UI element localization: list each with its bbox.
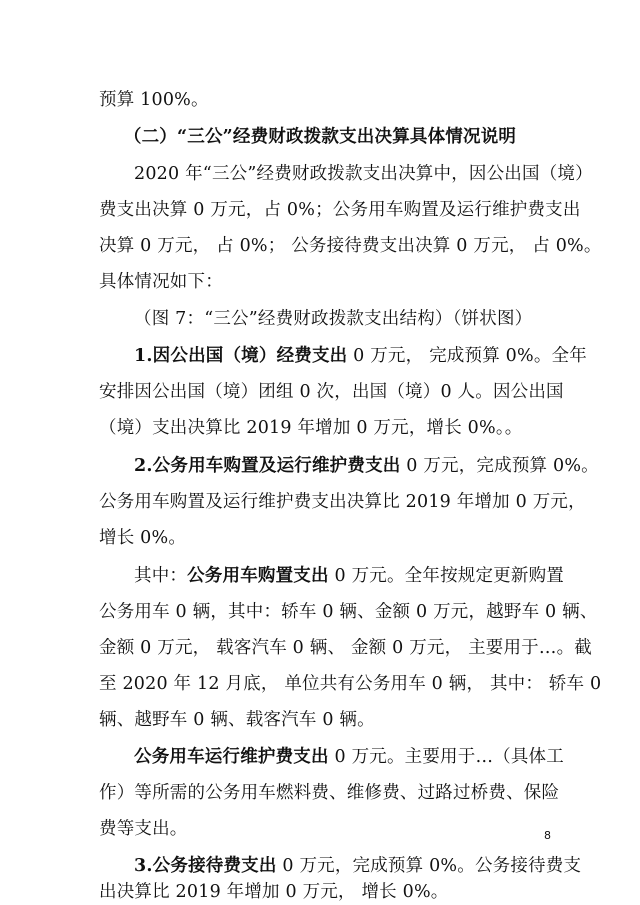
- item-text: 0 万元， 完成预算 0%。全年: [347, 346, 587, 366]
- paragraph-line: （境）支出决算比 2019 年增加 0 万元，增长 0%。。: [99, 418, 523, 438]
- paragraph-line: 公务用车 0 辆，其中：轿车 0 辆、金额 0 万元，越野车 0 辆、: [99, 602, 598, 622]
- paragraph-line: 决算 0 万元， 占 0%； 公务接待费支出决算 0 万元， 占 0%。: [99, 236, 602, 256]
- figure-caption: （图 7：“三公”经费财政拨款支出结构）（饼状图）: [134, 309, 533, 329]
- item-text: 0 万元，完成预算 0%。: [400, 456, 599, 476]
- paragraph-line: [134, 746, 564, 768]
- paragraph-line: 出决算比 2019 年增加 0 万元， 增长 0%。: [99, 882, 449, 902]
- paragraph-line: 费等支出。: [99, 819, 188, 839]
- paragraph-line: 安排因公出国（境）团组 0 次，出国（境）0 人。因公出国: [99, 382, 564, 402]
- item-heading: 公务用车购置支出: [187, 566, 329, 586]
- item-text: 0 万元。全年按规定更新购置: [328, 566, 564, 586]
- paragraph-line: 预算 100%。: [99, 90, 209, 110]
- paragraph-line: 金额 0 万元， 载客汽车 0 辆、 金额 0 万元， 主要用于…。截: [99, 638, 592, 658]
- item-heading: 2.公务用车购置及运行维护费支出: [134, 456, 401, 476]
- item-heading: 公务用车运行维护费支出: [134, 747, 329, 767]
- paragraph-line: 费支出决算 0 万元，占 0%；公务用车购置及运行维护费支出: [99, 200, 581, 220]
- paragraph-line: [134, 565, 564, 587]
- item-heading: 3.公务接待费支出: [134, 856, 277, 876]
- item-prefix: 其中：: [134, 566, 188, 586]
- paragraph-line: [134, 855, 582, 877]
- paragraph-line: 作）等所需的公务用车燃料费、维修费、过路过桥费、保险: [99, 783, 560, 803]
- paragraph-line: [134, 455, 599, 477]
- item-text: 0 万元，完成预算 0%。公务接待费支: [276, 856, 582, 876]
- section-heading: （二）“三公”经费财政拨款支出决算具体情况说明: [123, 127, 517, 147]
- paragraph-line: [134, 345, 587, 367]
- paragraph-line: 具体情况如下：: [99, 272, 223, 292]
- paragraph-line: 至 2020 年 12 月底， 单位共有公务用车 0 辆， 其中： 轿车 0: [99, 674, 602, 694]
- paragraph-line: 2020 年“三公”经费财政拨款支出决算中，因公出国（境）: [134, 164, 593, 184]
- item-text: 0 万元。主要用于…（具体工: [328, 747, 564, 767]
- item-heading: 1.因公出国（境）经费支出: [134, 346, 348, 366]
- paragraph-line: 公务用车购置及运行维护费支出决算比 2019 年增加 0 万元，: [99, 492, 586, 512]
- page-number: 8: [544, 829, 551, 842]
- paragraph-line: 增长 0%。: [99, 528, 187, 548]
- paragraph-line: 辆、越野车 0 辆、载客汽车 0 辆。: [99, 710, 375, 730]
